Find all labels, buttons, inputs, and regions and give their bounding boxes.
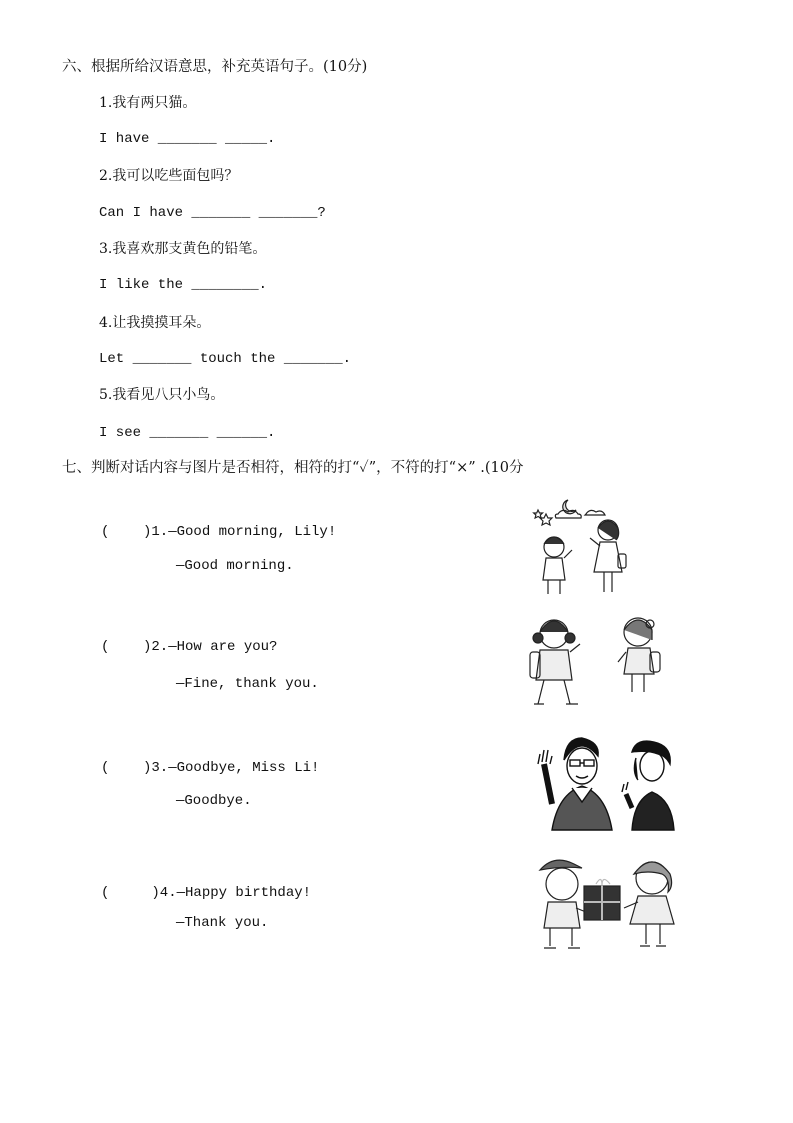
dialog-1-answer: —Good morning. <box>176 558 294 574</box>
dialog-2-answer: —Fine, thank you. <box>176 676 319 692</box>
dialog-4-answer: —Thank you. <box>176 915 269 931</box>
dialog-3-answer: —Goodbye. <box>176 793 252 809</box>
item-1-chinese: 1.我有两只猫。 <box>99 95 197 111</box>
dialog-3-question: ( )3.—Goodbye, Miss Li! <box>101 760 320 776</box>
item-3-english: I like the ________. <box>99 277 268 293</box>
item-2-english: Can I have _______ _______? <box>99 205 326 221</box>
item-3-chinese: 3.我喜欢那支黄色的铅笔。 <box>99 241 267 257</box>
item-5-chinese: 5.我看见八只小鸟。 <box>99 387 225 403</box>
picture-2-two-girls <box>526 612 666 714</box>
picture-1-night-greeting <box>528 492 628 596</box>
picture-3-goodbye <box>528 734 688 834</box>
dialog-2-question: ( )2.—How are you? <box>101 639 278 655</box>
picture-4-birthday-gift <box>528 850 692 958</box>
dialog-1-question: ( )1.—Good morning, Lily! <box>101 524 337 540</box>
item-2-chinese: 2.我可以吃些面包吗？ <box>99 168 239 184</box>
item-5-english: I see _______ ______. <box>99 425 276 441</box>
item-4-chinese: 4.让我摸摸耳朵。 <box>99 315 211 331</box>
item-1-english: I have _______ _____. <box>99 131 276 147</box>
section-7-heading: 七、判断对话内容与图片是否相符，相符的打“✓”，不符的打“×” .(10分 <box>62 460 524 476</box>
section-6-heading: 六、根据所给汉语意思，补充英语句子。(10分) <box>62 59 368 75</box>
dialog-4-question: ( )4.—Happy birthday! <box>101 885 312 901</box>
item-4-english: Let _______ touch the _______. <box>99 351 352 367</box>
